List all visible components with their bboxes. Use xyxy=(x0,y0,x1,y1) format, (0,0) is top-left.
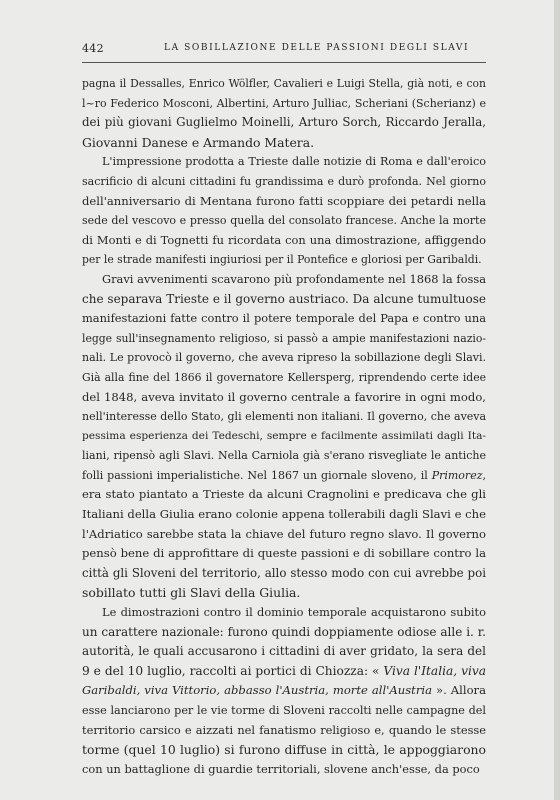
text-line: torme (quel 10 luglio) si furono diffuse in città, le appoggiarono xyxy=(82,742,486,758)
text-line: dei più giovani Guglielmo Moinelli, Arturo Sorch, Riccardo Jeralla, xyxy=(82,115,486,130)
text-line: Gravi avvenimenti scavarono più profondamente nel 1868 la fossa xyxy=(102,271,486,286)
text-line: sacrificio di alcuni cittadini fu grandissima e durò profonda. Nel giorno xyxy=(82,174,486,188)
text-line: pessima esperienza dei Tedeschi, sempre e facilmente assimilati dagli Ita- xyxy=(82,429,486,442)
text-line: dell'anniversario di Mentana furono fatti scoppiare dei petardi nella xyxy=(82,193,486,208)
header-rule xyxy=(82,62,486,63)
body-text xyxy=(82,74,486,779)
text-line: Italiani della Giulia erano colonie appena tollerabili dagli Slavi e che xyxy=(82,507,486,522)
text-line: 9 e del 10 luglio, raccolti ai portici di Chiozza: « Viva l'Italia, viva xyxy=(82,663,486,678)
text-line: che separava Trieste e il governo austriaco. Da alcune tumultuose xyxy=(82,291,486,306)
text-line: l'Adriatico sarebbe stata la chiave del futuro regno slavo. Il governo xyxy=(82,526,486,541)
paragraph xyxy=(82,603,486,779)
text-line: esse lanciarono per le vie torme di Sloveni raccolti nelle campagne del xyxy=(82,704,486,717)
text-line: del 1848, aveva invitato il governo centrale a favorire in ogni modo, xyxy=(82,389,486,404)
text-line: un carattere nazionale: furono quindi doppiamente odiose alle i. r. xyxy=(82,624,486,639)
text-line: nali. Le provocò il governo, che aveva ripreso la sobillazione degli Slavi. xyxy=(82,351,486,365)
paragraph xyxy=(82,74,486,152)
text-line: con un battaglione di guardie territoriali, slovene anch'esse, da poco xyxy=(82,761,480,776)
text-line: nell'interesse dello Stato, gli elementi non italiani. Il governo, che aveva xyxy=(82,410,486,424)
page-edge-shadow xyxy=(554,0,560,800)
text-line: sobillato tutti gli Slavi della Giulia. xyxy=(82,585,301,601)
page-number: 442 xyxy=(82,42,104,55)
text-line: Giovanni Danese e Armando Matera. xyxy=(82,134,315,150)
text-line: Le dimostrazioni contro il dominio temporale acquistarono subito xyxy=(102,605,486,620)
text-line: L'impressione prodotta a Trieste dalle notizie di Roma e dall'eroico xyxy=(102,155,486,169)
text-line: l~ro Federico Mosconi, Albertini, Arturo Julliac, Scheriani (Scherianz) e xyxy=(82,96,486,110)
text-line: territorio carsico e aizzati nel fanatismo religioso e, quando le stesse xyxy=(82,722,486,737)
running-head: LA SOBILLAZIONE DELLE PASSIONI DEGLI SLAVI xyxy=(164,43,470,53)
page-header xyxy=(82,42,486,60)
paragraph xyxy=(82,270,486,603)
text-line: autorità, le quali accusarono i cittadini di aver gridato, la sera del xyxy=(82,644,486,659)
text-line: folli passioni imperialistiche. Nel 1867 un giornale sloveno, il Primorez, xyxy=(82,468,486,482)
text-line: liani, ripensò agli Slavi. Nella Carniola già s'erano risvegliate le antiche xyxy=(82,449,486,463)
text-line: Già alla fine del 1866 il governatore Kellersperg, riprendendo certe idee xyxy=(82,370,486,384)
text-line: per le strade manifesti ingiuriosi per il Pontefice e gloriosi per Garibaldi. xyxy=(82,253,482,267)
text-line: di Monti e di Tognetti fu ricordata con una dimostrazione, affiggendo xyxy=(82,232,486,247)
text-line: pensò bene di approfittare di queste passioni e di sobillare contro la xyxy=(82,546,486,561)
text-line: legge sull'insegnamento religioso, si passò a ampie manifestazioni nazio- xyxy=(82,331,486,345)
text-line: città gli Sloveni del territorio, allo stesso modo con cui avrebbe poi xyxy=(82,565,486,580)
text-line: era stato piantato a Trieste da alcuni Cragnolini e predicava che gli xyxy=(82,487,486,502)
paragraph xyxy=(82,152,486,270)
text-line: Garibaldi, viva Vittorio, abbasso l'Austria, morte all'Austria ». Allora xyxy=(82,683,486,698)
text-line: pagna il Dessalles, Enrico Wölfler, Cavalieri e Luigi Stella, già noti, e con xyxy=(82,77,486,90)
text-line: manifestazioni fatte contro il potere temporale del Papa e contro una xyxy=(82,311,486,326)
text-line: sede del vescovo e presso quella del consolato francese. Anche la morte xyxy=(82,214,486,228)
